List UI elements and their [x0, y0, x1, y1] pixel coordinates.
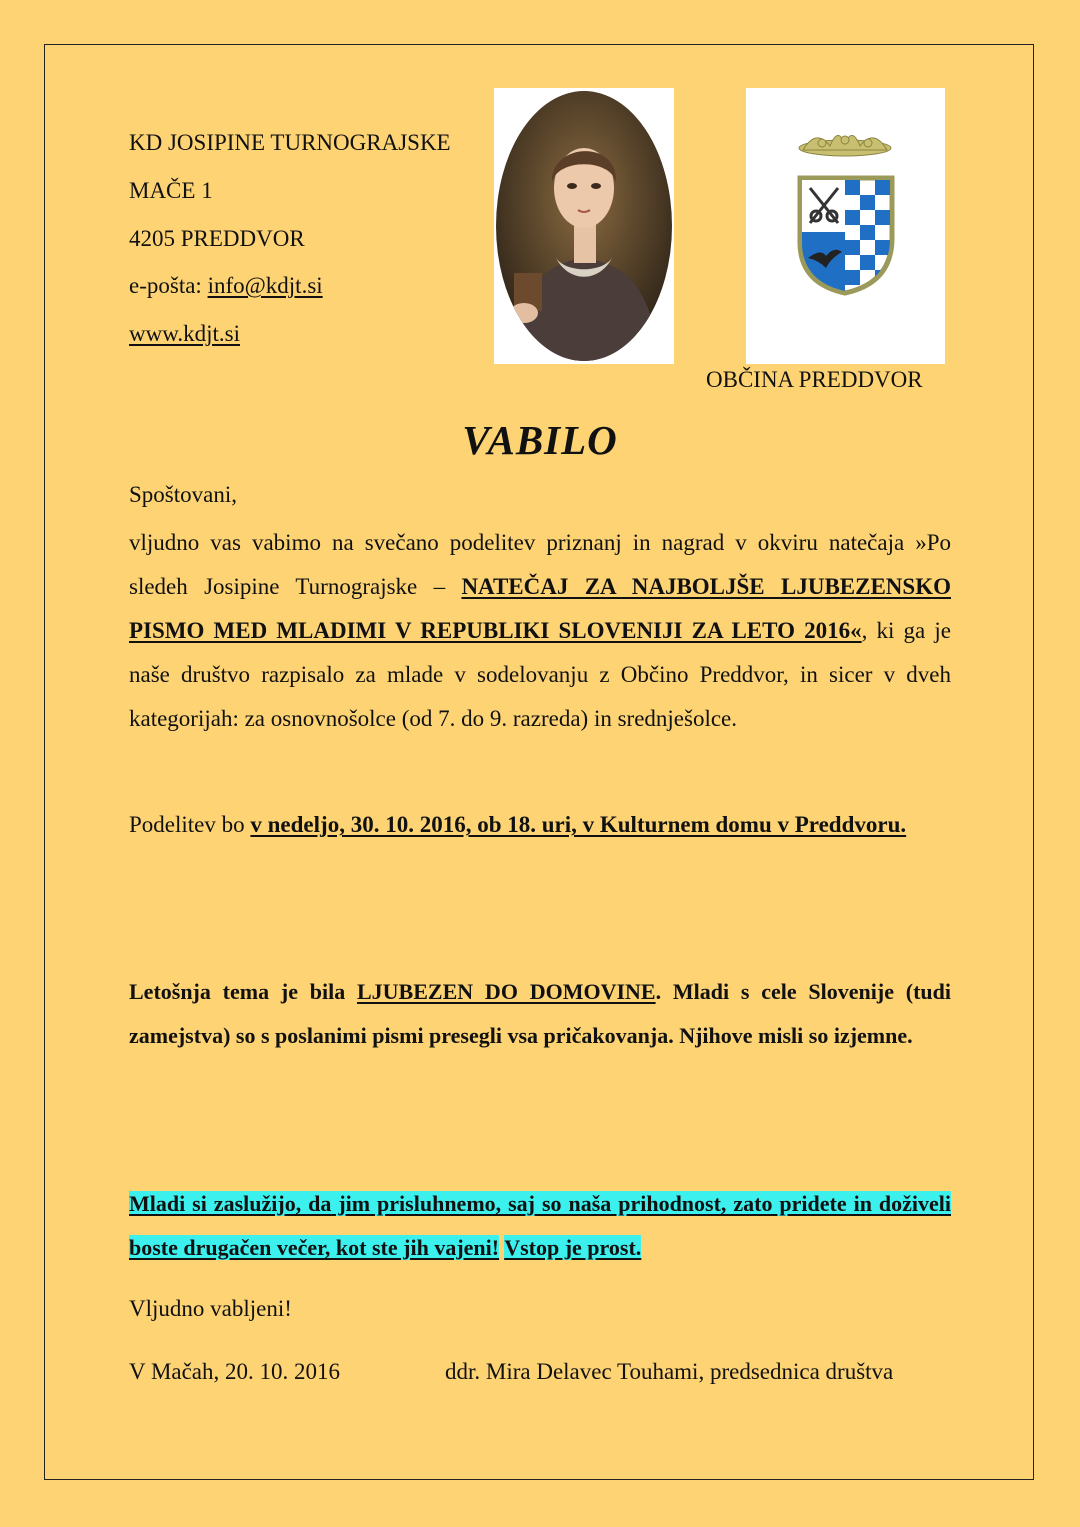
place-date: V Mačah, 20. 10. 2016	[129, 1359, 341, 1384]
email-label: e-pošta:	[129, 273, 208, 298]
theme-text-2: . Mladi s cele Slovenije (tudi zamejstva) so s poslanimi pismi presegli vsa pričakovanja. Njihove misli so izjemne.	[129, 979, 952, 1048]
highlight-text: Mladi si zaslužijo, da jim prisluhnemo, saj so naša prihodnost, zato pridete in doživeli boste drugačen večer, kot ste jih vajeni!	[129, 1191, 951, 1260]
closing: Vljudno vabljeni!	[129, 1296, 292, 1321]
email-line	[129, 274, 323, 297]
document-title: VABILO	[462, 417, 618, 463]
contest-name: NATEČAJ ZA NAJBOLJŠE LJUBEZENSKO PISMO MED MLADIMI V REPUBLIKI SLOVENIJI ZA LETO 2016«	[129, 574, 951, 643]
highlight-paragraph	[129, 1182, 951, 1270]
event-paragraph	[129, 803, 951, 847]
website-line	[129, 322, 240, 345]
theme-name: LJUBEZEN DO DOMOVINE	[357, 979, 656, 1004]
municipality-crest	[746, 88, 945, 364]
intro-paragraph	[129, 521, 951, 741]
org-name: KD JOSIPINE TURNOGRAJSKE	[129, 130, 451, 155]
email-link[interactable]: info@kdjt.si	[207, 273, 323, 298]
address-street: MAČE 1	[129, 178, 213, 203]
theme-paragraph	[129, 970, 951, 1058]
signature: ddr. Mira Delavec Touhami, predsednica društva	[445, 1359, 894, 1384]
greeting: Spoštovani,	[129, 482, 237, 507]
event-when-where: v nedeljo, 30. 10. 2016, ob 18. uri, v Kulturnem domu v Preddvoru.	[250, 812, 907, 837]
address-city: 4205 PREDDVOR	[129, 226, 305, 251]
intro-text-1: vljudno vas vabimo na svečano podelitev priznanj in nagrad v okviru natečaja »Po sledeh Josipine Turnograjske –	[129, 530, 951, 599]
website-link[interactable]: www.kdjt.si	[129, 321, 240, 346]
portrait-image	[494, 88, 674, 364]
intro-text-2: , ki ga je naše društvo razpisalo za mlade v sodelovanju z Občino Preddvor, in sicer v dveh kategorijah: za osnovnošolce (od 7. do 9. razreda) in srednješolce.	[129, 618, 952, 731]
free-entry-text: Vstop je prost.	[504, 1235, 642, 1260]
theme-text-1: Letošnja tema je bila	[129, 979, 357, 1004]
crest-caption: OBČINA PREDDVOR	[706, 367, 923, 392]
event-text: Podelitev bo	[129, 812, 251, 837]
